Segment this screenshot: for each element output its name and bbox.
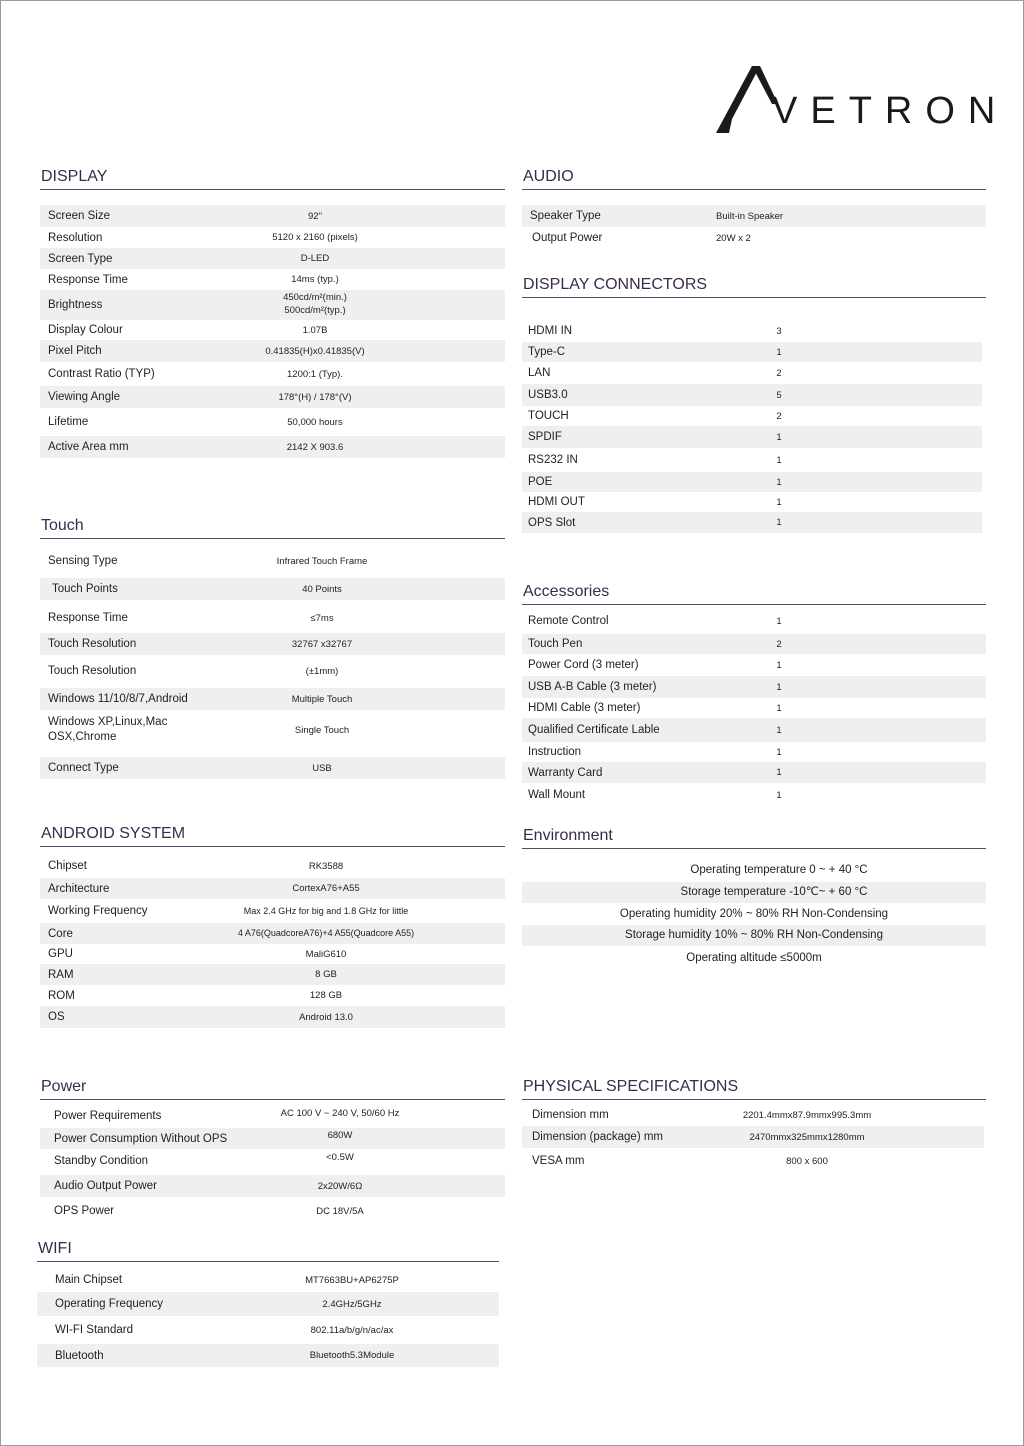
table-row: Connect Type USB — [40, 757, 505, 779]
table-row: HDMI Cable (3 meter) 1 — [528, 702, 782, 714]
section-divider — [522, 1099, 986, 1100]
section-divider — [522, 189, 986, 190]
table-row: Architecture CortexA76+A55 — [40, 878, 505, 899]
section-title: AUDIO — [523, 168, 574, 185]
table-row: Active Area mm 2142 X 903.6 — [40, 436, 505, 458]
table-row: Resolution 5120 x 2160 (pixels) — [48, 231, 358, 244]
section-title: DISPLAY CONNECTORS — [523, 276, 708, 293]
spec-table — [522, 320, 986, 535]
table-row: HDMI IN 3 — [528, 325, 782, 337]
table-row: Contrast Ratio (TYP) 1200:1 (Typ). — [48, 368, 343, 380]
table-row: Pixel Pitch 0.41835(H)x0.41835(V) — [40, 340, 505, 362]
display-section — [40, 165, 505, 485]
spec-table — [522, 1104, 986, 1174]
table-row: Dimension (package) mm 2470mmx325mmx1280mm — [522, 1126, 984, 1148]
table-row: Instruction 1 — [528, 746, 782, 758]
table-row: Remote Control 1 — [528, 615, 782, 627]
section-title: PHYSICAL SPECIFICATIONS — [523, 1078, 739, 1095]
spec-table — [522, 609, 986, 809]
android-section — [40, 822, 505, 1044]
spec-table — [40, 205, 505, 485]
table-row: OPS Slot 1 — [522, 512, 982, 533]
table-row: GPU MaliG610 — [48, 948, 347, 960]
table-row: Touch Pen 2 — [522, 634, 986, 654]
spec-table — [40, 549, 505, 799]
list-item: Operating altitude ≤5000m — [686, 952, 822, 964]
table-row: Bluetooth Bluetooth5.3Module — [37, 1344, 499, 1367]
table-row: POE 1 — [522, 472, 982, 492]
table-row: Brightness 450cd/m²(min.) 500cd/m²(typ.) — [40, 290, 505, 320]
table-row: VESA mm 800 x 600 — [532, 1155, 828, 1167]
logo-mark-icon — [716, 64, 776, 136]
table-row: Qualified Certificate Lable 1 — [522, 718, 986, 742]
table-row: WI-FI Standard 802.11a/b/g/n/ac/ax — [55, 1324, 394, 1336]
table-row: Touch Points 40 Points — [40, 578, 505, 600]
table-row: Windows XP,Linux,Mac OSX,Chrome Single Touch — [48, 716, 350, 743]
environment-list — [522, 859, 986, 974]
table-row: Windows 11/10/8/7,Android Multiple Touch — [40, 688, 505, 710]
table-row: ROM 128 GB — [48, 989, 343, 1002]
table-row: SPDIF 1 — [522, 426, 982, 448]
table-row: Touch Resolution (±1mm) — [48, 665, 339, 677]
section-title: DISPLAY — [41, 168, 108, 185]
table-row: OPS Power DC 18V/5A — [54, 1205, 364, 1217]
connectors-section — [522, 273, 986, 535]
section-divider — [522, 604, 986, 605]
section-title: WIFI — [38, 1240, 72, 1257]
table-row: Main Chipset MT7663BU+AP6275P — [55, 1274, 399, 1286]
audio-section — [522, 165, 986, 251]
table-row: Screen Type D-LED — [40, 248, 505, 269]
table-row: Standby Condition <0.5W — [54, 1152, 354, 1167]
section-title: Touch — [41, 517, 84, 534]
table-row: Power Requirements AC 100 V ~ 240 V, 50/60 Hz — [54, 1108, 400, 1122]
touch-section — [40, 514, 505, 799]
table-row: Working Frequency Max 2.4 GHz for big and 1.8 GHz for little — [48, 905, 409, 917]
section-title: ANDROID SYSTEM — [41, 825, 186, 842]
table-row: Touch Resolution 32767 x32767 — [40, 633, 505, 655]
table-row: USB3.0 5 — [522, 384, 982, 406]
table-row: RS232 IN 1 — [528, 454, 782, 466]
list-item: Storage humidity 10% ~ 80% RH Non-Condensing — [522, 925, 986, 946]
brand-wordmark: VETRON — [772, 90, 1009, 132]
spec-table — [522, 205, 986, 251]
list-item: Operating temperature 0 ~ + 40 °C — [690, 864, 868, 876]
table-row: HDMI OUT 1 — [528, 496, 782, 508]
table-row: Chipset RK3588 — [48, 860, 344, 872]
wifi-section — [37, 1237, 499, 1378]
section-divider — [40, 538, 505, 539]
table-row: Viewing Angle 178°(H) / 178°(V) — [40, 386, 505, 408]
table-row: LAN 2 — [528, 367, 782, 379]
section-title: Environment — [523, 827, 613, 844]
table-row: Output Power 20W x 2 — [532, 232, 751, 244]
table-row: Display Colour 1.07B — [48, 324, 328, 336]
environment-section — [522, 824, 986, 974]
physical-section — [522, 1075, 986, 1174]
table-row: Power Consumption Without OPS 680W — [40, 1128, 505, 1149]
table-row: Lifetime 50,000 hours — [48, 416, 343, 428]
section-divider — [40, 189, 505, 190]
section-divider — [40, 1099, 505, 1100]
brand-logo — [716, 64, 1009, 136]
table-row: Speaker Type Built-in Speaker — [522, 205, 986, 227]
section-divider — [37, 1261, 499, 1262]
table-row: Audio Output Power 2x20W/6Ω — [40, 1175, 505, 1197]
section-divider — [40, 846, 505, 847]
table-row: Screen Size 92" — [40, 205, 505, 227]
table-row: Dimension mm 2201.4mmx87.9mmx995.3mm — [532, 1109, 872, 1121]
power-section — [40, 1075, 505, 1229]
accessories-section — [522, 580, 986, 809]
spec-table — [40, 854, 505, 1044]
table-row: OS Android 13.0 — [40, 1006, 505, 1028]
section-title: Accessories — [523, 583, 610, 600]
table-row: USB A-B Cable (3 meter) 1 — [522, 676, 986, 698]
spec-table — [37, 1268, 499, 1378]
table-row: RAM 8 GB — [40, 964, 505, 985]
table-row: Wall Mount 1 — [528, 789, 782, 801]
table-row: Core 4 A76(QuadcoreA76)+4 A55(Quadcore A55) — [40, 923, 505, 944]
table-row: TOUCH 2 — [528, 410, 782, 422]
table-row: Response Time ≤7ms — [48, 612, 334, 624]
section-divider — [522, 297, 986, 298]
table-row: Sensing Type Infrared Touch Frame — [48, 555, 368, 567]
table-row: Type-C 1 — [522, 342, 982, 362]
list-item: Storage temperature -10℃~ + 60 °C — [522, 882, 986, 903]
table-row: Power Cord (3 meter) 1 — [528, 659, 782, 671]
table-row: Operating Frequency 2.4GHz/5GHz — [37, 1292, 499, 1316]
section-divider — [522, 848, 986, 849]
section-title: Power — [41, 1078, 87, 1095]
spec-table — [40, 1104, 505, 1229]
table-row: Warranty Card 1 — [522, 762, 986, 783]
list-item: Operating humidity 20% ~ 80% RH Non-Condensing — [619, 908, 889, 920]
table-row: Response Time 14ms (typ.) — [48, 273, 339, 286]
